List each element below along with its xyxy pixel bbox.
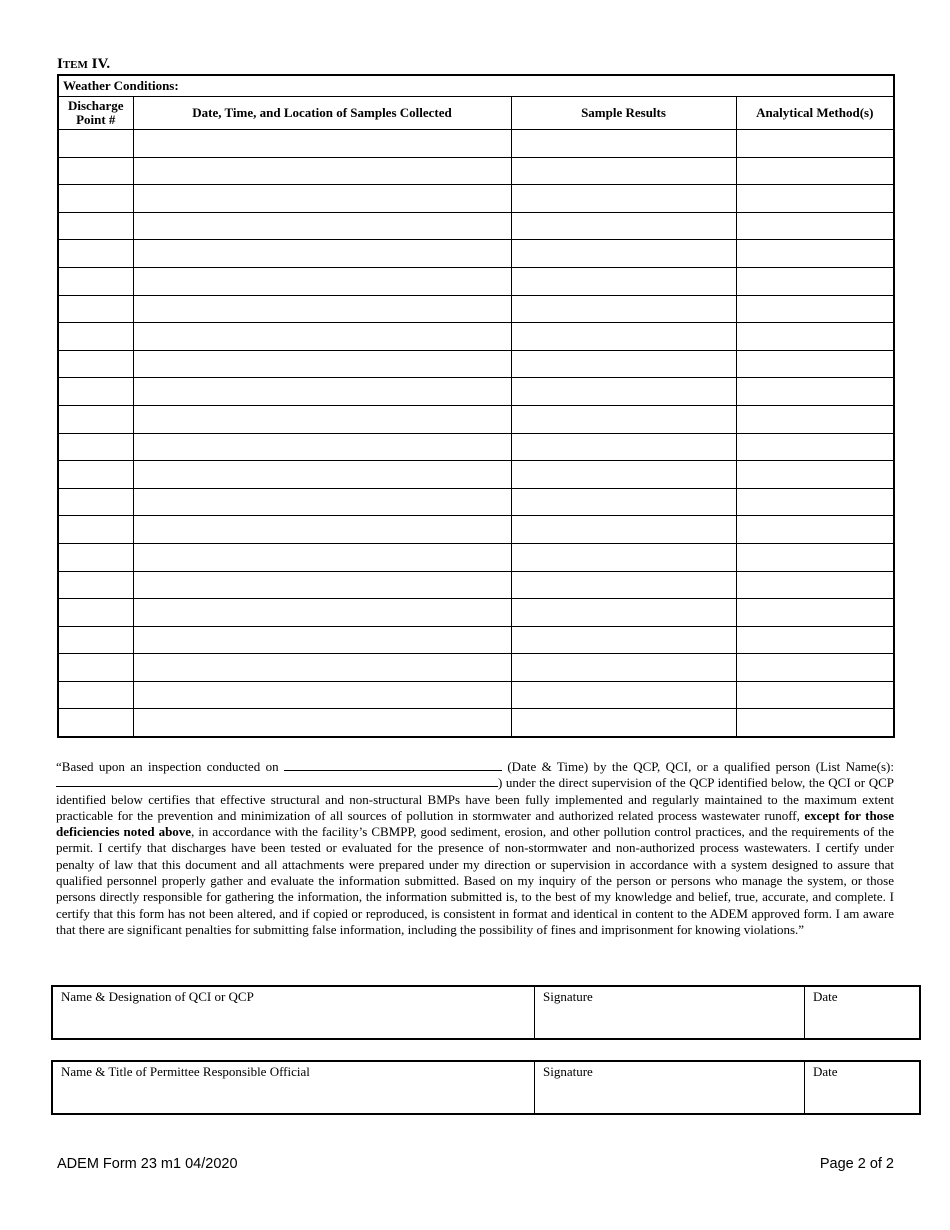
discharge-point-cell[interactable] [58,267,133,295]
date-time-location-cell[interactable] [133,157,511,185]
date-time-location-cell[interactable] [133,654,511,682]
official-name-label: Name & Title of Permittee Responsible Official [61,1064,310,1079]
date-time-location-cell[interactable] [133,516,511,544]
date-time-location-cell[interactable] [133,378,511,406]
table-row [58,130,894,158]
page-number: Page 2 of 2 [819,1156,894,1172]
sample-results-cell[interactable] [511,212,736,240]
cert-bold-text: except for those deficiencies noted above [56,807,894,840]
qci-qcp-signature-box [51,985,921,1040]
date-time-location-cell[interactable] [133,240,511,268]
analytical-method-cell[interactable] [736,433,894,461]
discharge-point-cell[interactable] [58,130,133,158]
table-row [58,543,894,571]
analytical-method-cell[interactable] [736,626,894,654]
date-time-location-cell[interactable] [133,130,511,158]
sample-results-cell[interactable] [511,267,736,295]
date-time-location-cell[interactable] [133,212,511,240]
qci-signature-label: Signature [543,989,593,1004]
qci-date-label: Date [813,989,838,1004]
sample-results-cell[interactable] [511,516,736,544]
analytical-method-cell[interactable] [736,240,894,268]
table-row [58,267,894,295]
sample-results-cell[interactable] [511,599,736,627]
analytical-method-cell[interactable] [736,185,894,213]
discharge-point-cell[interactable] [58,654,133,682]
table-row [58,681,894,709]
cert-text-3: ) under the direct supervision of the QCP identified below, the QCI or QCP identified below certifies that effective structural and non-structural BMPs have been fully implemented and regularly maintained to the maximum extent practicable for the prevention and minimization of all sources of pollution in stormwater and authorized related process wastewater runoff, [56,775,894,823]
discharge-point-cell[interactable] [58,543,133,571]
date-time-location-cell[interactable] [133,709,511,737]
table-row [58,516,894,544]
analytical-method-cell[interactable] [736,323,894,351]
discharge-point-cell[interactable] [58,488,133,516]
analytical-method-cell[interactable] [736,130,894,158]
weather-conditions-label: Weather Conditions: [58,75,894,97]
date-time-location-cell[interactable] [133,267,511,295]
sample-results-cell[interactable] [511,681,736,709]
sample-results-cell[interactable] [511,378,736,406]
discharge-point-cell[interactable] [58,626,133,654]
table-row [58,626,894,654]
table-row [58,185,894,213]
table-row [58,599,894,627]
analytical-method-cell[interactable] [736,571,894,599]
certification-statement [56,759,894,938]
cert-text-4: , in accordance with the facility’s CBMPP, good sediment, erosion, and other pollution control practices, and the requirements of the permit. I certify that discharges have been tested or evaluated for the presence of non-stormwater and non-authorized process wastewaters. I certify under penalty of law that this document and all attachments were prepared under my direction or supervision in accordance with a system designed to assure that qualified personnel properly gather and evaluate the information submitted. Based on my inquiry of the person or persons who manage the system, or those persons directly responsible for gathering the information, the information submitted is, to the best of my knowledge and belief, true, accurate, and complete. I certify that this form has not been altered, and if copied or reproduced, is consistent in format and identical in content to the ADEM approved form. I am aware that there are significant penalties for submitting false information, including the possibility of fines and imprisonment for knowing violations.” [56,824,894,937]
qci-name-field[interactable] [53,987,535,1038]
sample-results-cell[interactable] [511,157,736,185]
date-time-location-cell[interactable] [133,461,511,489]
list-names-blank[interactable] [56,775,498,787]
sample-results-cell[interactable] [511,488,736,516]
sample-results-cell[interactable] [511,654,736,682]
qci-signature-field[interactable] [535,987,805,1038]
sample-results-cell[interactable] [511,543,736,571]
samples-table [57,74,895,738]
discharge-point-cell[interactable] [58,571,133,599]
date-time-location-cell[interactable] [133,185,511,213]
discharge-point-cell[interactable] [58,295,133,323]
analytical-method-cell[interactable] [736,654,894,682]
analytical-method-cell[interactable] [736,681,894,709]
analytical-method-cell[interactable] [736,709,894,737]
table-row [58,571,894,599]
date-time-location-cell[interactable] [133,488,511,516]
date-time-location-cell[interactable] [133,433,511,461]
table-row [58,488,894,516]
discharge-point-cell[interactable] [58,709,133,737]
analytical-method-cell[interactable] [736,157,894,185]
analytical-method-cell[interactable] [736,461,894,489]
date-time-location-cell[interactable] [133,681,511,709]
sample-results-cell[interactable] [511,240,736,268]
discharge-point-cell[interactable] [58,599,133,627]
discharge-point-cell[interactable] [58,433,133,461]
sample-results-cell[interactable] [511,295,736,323]
cert-text-1: “Based upon an inspection conducted on [56,759,284,774]
table-row [58,378,894,406]
sample-results-cell[interactable] [511,323,736,351]
discharge-point-cell[interactable] [58,681,133,709]
official-name-field[interactable] [53,1062,535,1113]
date-time-location-cell[interactable] [133,543,511,571]
official-signature-box [51,1060,921,1115]
discharge-point-cell[interactable] [58,185,133,213]
date-time-location-cell[interactable] [133,323,511,351]
qci-name-label: Name & Designation of QCI or QCP [61,989,254,1004]
table-row [58,212,894,240]
table-row [58,654,894,682]
table-row [58,709,894,737]
sample-results-cell[interactable] [511,461,736,489]
analytical-method-cell[interactable] [736,295,894,323]
cert-text-2: (Date & Time) by the QCP, QCI, or a qualified person (List Name(s): [501,759,894,774]
official-date-label: Date [813,1064,838,1079]
sample-results-cell[interactable] [511,626,736,654]
table-row [58,157,894,185]
discharge-point-cell[interactable] [58,323,133,351]
table-row [58,323,894,351]
inspection-date-blank[interactable] [284,759,502,771]
discharge-point-cell[interactable] [58,378,133,406]
sample-results-cell[interactable] [511,433,736,461]
sample-results-cell[interactable] [511,571,736,599]
date-time-location-cell[interactable] [133,599,511,627]
analytical-method-cell[interactable] [736,405,894,433]
discharge-point-cell[interactable] [58,350,133,378]
date-time-location-cell[interactable] [133,350,511,378]
date-time-location-cell[interactable] [133,405,511,433]
discharge-point-cell[interactable] [58,461,133,489]
date-time-location-cell[interactable] [133,295,511,323]
analytical-method-cell[interactable] [736,350,894,378]
table-row [58,240,894,268]
official-signature-label: Signature [543,1064,593,1079]
discharge-point-cell[interactable] [58,212,133,240]
discharge-point-cell[interactable] [58,240,133,268]
analytical-method-cell[interactable] [736,488,894,516]
analytical-method-cell[interactable] [736,516,894,544]
table-row [58,350,894,378]
official-signature-field[interactable] [535,1062,805,1113]
qci-date-field[interactable] [805,987,919,1038]
official-date-field[interactable] [805,1062,919,1113]
table-row [58,295,894,323]
form-id: ADEM Form 23 m1 04/2020 [57,1156,238,1172]
sample-results-cell[interactable] [511,350,736,378]
sample-results-cell[interactable] [511,709,736,737]
col-header-date-time-location: Date, Time, and Location of Samples Collected [133,97,511,130]
date-time-location-cell[interactable] [133,626,511,654]
analytical-method-cell[interactable] [736,599,894,627]
table-row [58,405,894,433]
col-header-sample-results: Sample Results [511,97,736,130]
analytical-method-cell[interactable] [736,378,894,406]
col-header-analytical-methods: Analytical Method(s) [736,97,894,130]
discharge-point-cell[interactable] [58,516,133,544]
sample-results-cell[interactable] [511,405,736,433]
sample-results-cell[interactable] [511,185,736,213]
col-header-discharge-point: Discharge Point # [58,97,133,130]
analytical-method-cell[interactable] [736,543,894,571]
discharge-point-cell[interactable] [58,405,133,433]
sample-results-cell[interactable] [511,130,736,158]
analytical-method-cell[interactable] [736,267,894,295]
table-row [58,433,894,461]
date-time-location-cell[interactable] [133,571,511,599]
item-heading: ITEM IV. [57,56,111,72]
table-row [58,461,894,489]
analytical-method-cell[interactable] [736,212,894,240]
discharge-point-cell[interactable] [58,157,133,185]
